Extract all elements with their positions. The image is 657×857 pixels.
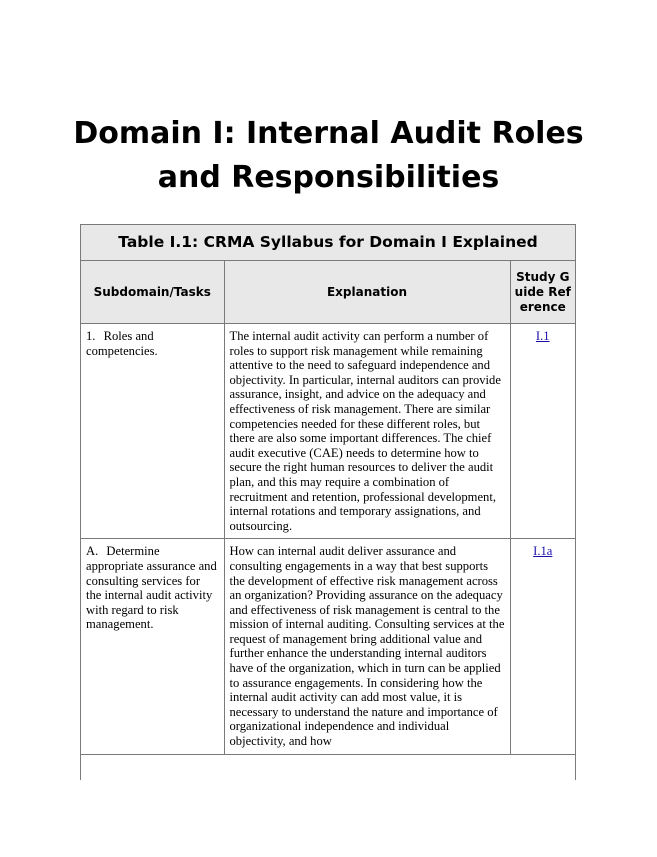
reference-link[interactable]: I.1a (533, 544, 553, 559)
header-explanation: Explanation (224, 261, 510, 324)
task-text: Roles and competencies. (86, 329, 158, 358)
task-number: 1. (86, 329, 96, 343)
reference-cell (510, 324, 575, 539)
task-cell (81, 539, 224, 754)
table-row (81, 324, 575, 539)
page-title-line-1: Domain I: Internal Audit Roles (73, 116, 584, 151)
task-cell (81, 324, 224, 539)
table-header-row (81, 261, 575, 324)
task-number: A. (86, 544, 99, 559)
table-row (81, 539, 575, 754)
explanation-cell: How can internal audit deliver assurance and consulting engagements in a way that best supports the development of effective risk management across an organization? Providing assurance on the adequacy and effectiveness of risk management is central to the mission of internal auditing. Consulting services at the request of management bring additional value and further enhance the understanding internal auditors have of the organization, which in turn can be applied to assurance engagements. In considering how the internal audit activity can add most value, it is necessary to understand the nature and importance of organizational independence and individual objectivity, and how (224, 539, 510, 754)
reference-cell (510, 539, 575, 754)
page-title (40, 112, 617, 200)
page-title-line-2: and Responsibilities (157, 160, 500, 195)
syllabus-table (81, 225, 575, 755)
table-caption: Table I.1: CRMA Syllabus for Domain I Explained (81, 225, 575, 261)
syllabus-table-container (80, 224, 576, 780)
task-text: Determine appropriate assurance and consulting services for the internal audit activity with regard to risk management. (86, 544, 217, 632)
explanation-cell: The internal audit activity can perform a number of roles to support risk management while remaining attentive to the need to safeguard independence and objectivity. In particular, internal auditors can provide assurance, insight, and advice on the adequacy and effectiveness of risk management. There are similar competencies needed for these different roles, but there are also some important differences. The chief audit executive (CAE) needs to determine how to secure the right human resources to deliver the audit plan, and this may require a combination of recruitment and retention, professional development, internal rotations and temporary assignations, and outsourcing. (224, 324, 510, 539)
reference-link[interactable]: I.1 (535, 329, 550, 343)
header-study-guide-reference: Study Guide Reference (510, 261, 575, 324)
table-caption-row (81, 225, 575, 261)
header-subdomain-tasks: Subdomain/Tasks (81, 261, 224, 324)
